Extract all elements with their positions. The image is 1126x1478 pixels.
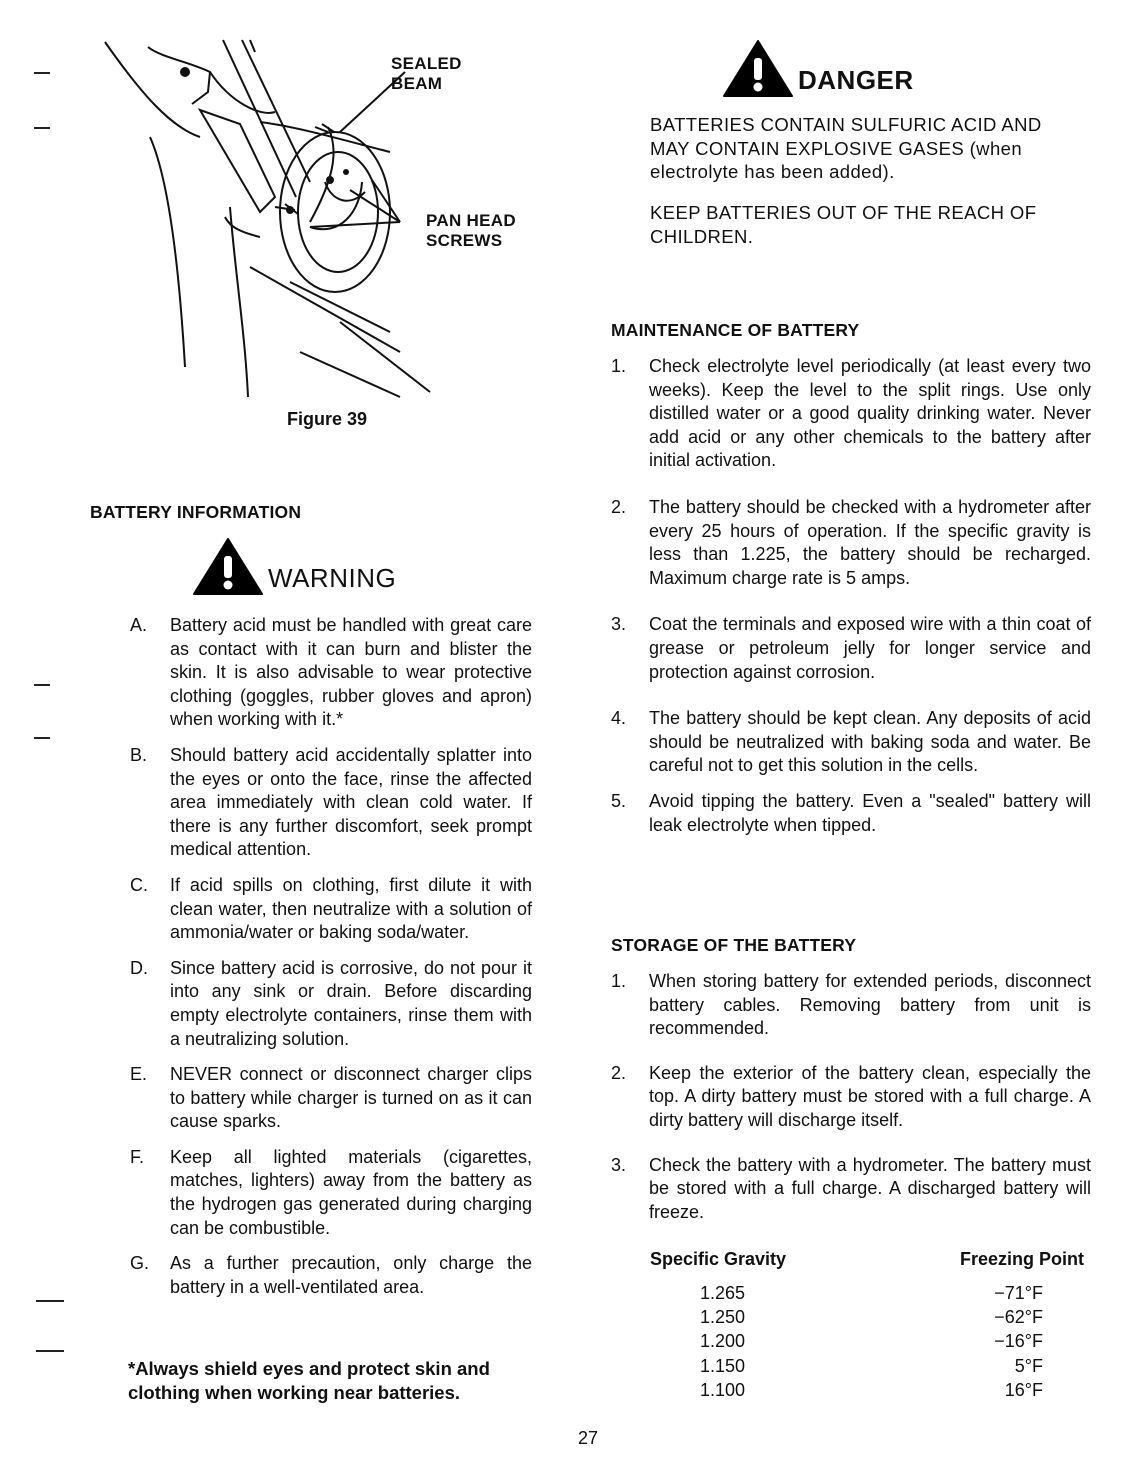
battery-info-heading: BATTERY INFORMATION [90,502,302,522]
list-item [611,613,1091,684]
scan-mark [34,737,50,739]
list-item [611,1062,1091,1133]
item-marker: G. [130,1253,150,1274]
warning-label: WARNING [268,563,397,593]
item-text: The battery should be checked with a hydrometer after every 25 hours of operation. If the specific gravity is less than 1.225, the battery should be recharged. Maximum charge rate is 5 amps. [649,496,1091,588]
battery-warning-list [130,614,532,1299]
item-marker: 4. [611,708,627,729]
item-text: Keep all lighted materials (cigarettes, matches, lighters) away from the battery as the hydrogen gas generated during charging can be combustible. [170,1146,532,1238]
cell-gravity: 1.200 [700,1331,746,1352]
scan-mark [36,1350,64,1352]
item-text: Should battery acid accidentally splatter into the eyes or onto the face, rinse the affected area immediately with clean cold water. If there is any further discomfort, seek prompt medical attention. [170,744,532,860]
item-text: If acid spills on clothing, first dilute it with clean water, then neutralize with a solution of ammonia/water or baking soda/water. [170,874,532,943]
cell-freezing: 16°F [1004,1379,1043,1400]
item-text: NEVER connect or disconnect charger clips to battery while charger is turned on as it can cause sparks. [170,1064,532,1132]
cell-gravity: 1.100 [700,1379,746,1400]
item-marker: 1. [611,356,627,376]
storage-heading: STORAGE OF THE BATTERY [611,935,857,955]
list-item [130,957,532,1051]
item-marker: A. [130,615,148,635]
item-text: As a further precaution, only charge the battery in a well-ventilated area. [170,1253,532,1297]
item-marker: 5. [611,790,627,811]
safety-note: *Always shield eyes and protect skin and clothing when working near batteries. [128,1358,490,1403]
col-header-freezing: Freezing Point [959,1249,1084,1269]
table-row [650,1307,1090,1331]
cell-gravity: 1.150 [700,1355,746,1376]
item-text: Battery acid must be handled with great care as contact with it can burn and blister the skin. It is also advisable to wear protective clothing (goggles, rubber gloves and apron) when working with it.* [170,615,532,730]
danger-text-acid: BATTERIES CONTAIN SULFURIC ACID AND MAY CONTAIN EXPLOSIVE GASES (when electrolyte has been added). [650,114,1042,183]
table-row [650,1331,1090,1355]
item-text: Coat the terminals and exposed wire with a thin coat of grease or petroleum jelly for longer service and protection against corrosion. [649,614,1091,682]
item-marker: B. [130,744,148,765]
item-marker: 3. [611,1154,627,1175]
list-item [611,970,1091,1041]
item-marker: C. [130,874,148,895]
callout-sealed-beam: SEALED BEAM [391,54,462,93]
item-text: The battery should be kept clean. Any deposits of acid should be neutralized with baking soda and water. Be careful not to get this solution in the cells. [649,708,1091,776]
cell-freezing: −62°F [994,1307,1043,1328]
maintenance-list [611,355,1091,837]
list-item [130,744,532,862]
warning-icon [192,536,264,596]
item-marker: E. [130,1064,148,1085]
storage-list [611,970,1091,1224]
item-text: Keep the exterior of the battery clean, especially the top. A dirty battery must be stored with a full charge. A dirty battery will discharge itself. [649,1062,1091,1130]
list-item [611,707,1091,778]
cell-freezing: 5°F [1014,1355,1043,1376]
item-text: Check electrolyte level periodically (at least every two weeks). Keep the level to the split rings. Use only distilled water or a good quality drinking water. Never add acid or any other chemicals to the battery after initial activation. [649,356,1091,471]
table-row [650,1356,1090,1380]
list-item [130,614,532,732]
item-marker: 2. [611,1062,627,1083]
cell-freezing: −71°F [994,1283,1043,1303]
danger-label: DANGER [798,65,914,95]
maintenance-heading: MAINTENANCE OF BATTERY [611,320,860,340]
table-row [650,1380,1090,1404]
item-text: Avoid tipping the battery. Even a "sealed" battery will leak electrolyte when tipped. [649,790,1091,835]
danger-alert [722,38,914,98]
list-item [611,1154,1091,1225]
scan-mark [34,684,50,686]
scan-mark [36,1300,64,1302]
danger-text-children: KEEP BATTERIES OUT OF THE REACH OF CHILDREN. [650,202,1037,247]
item-marker: D. [130,957,148,978]
item-marker: F. [130,1146,145,1167]
item-marker: 3. [611,614,627,635]
list-item [130,1252,532,1299]
item-text: Check the battery with a hydrometer. The battery must be stored with a full charge. A discharged battery will freeze. [649,1154,1091,1222]
item-marker: 1. [611,971,627,991]
list-item [130,874,532,945]
cell-freezing: −16°F [994,1331,1043,1352]
scan-mark [34,72,50,74]
figure-caption: Figure 39 [287,409,368,429]
list-item [130,1146,532,1240]
cell-gravity: 1.265 [700,1283,746,1303]
item-text: Since battery acid is corrosive, do not pour it into any sink or drain. Before discarding empty electrolyte containers, rinse them with a neutralizing solution. [170,957,532,1049]
cell-gravity: 1.250 [700,1307,746,1328]
list-item [611,790,1091,837]
table-row [650,1283,1090,1307]
danger-icon [722,38,794,98]
list-item [611,355,1091,473]
warning-alert [192,536,396,596]
item-text: When storing battery for extended periods, disconnect battery cables. Removing battery from unit is recommended. [649,971,1091,1039]
list-item [130,1063,532,1134]
col-header-gravity: Specific Gravity [650,1249,787,1269]
page-number: 27 [578,1428,599,1448]
scan-mark [34,127,50,129]
callout-pan-head-screws: PAN HEAD SCREWS [426,211,516,250]
item-marker: 2. [611,496,627,517]
list-item [611,496,1091,590]
